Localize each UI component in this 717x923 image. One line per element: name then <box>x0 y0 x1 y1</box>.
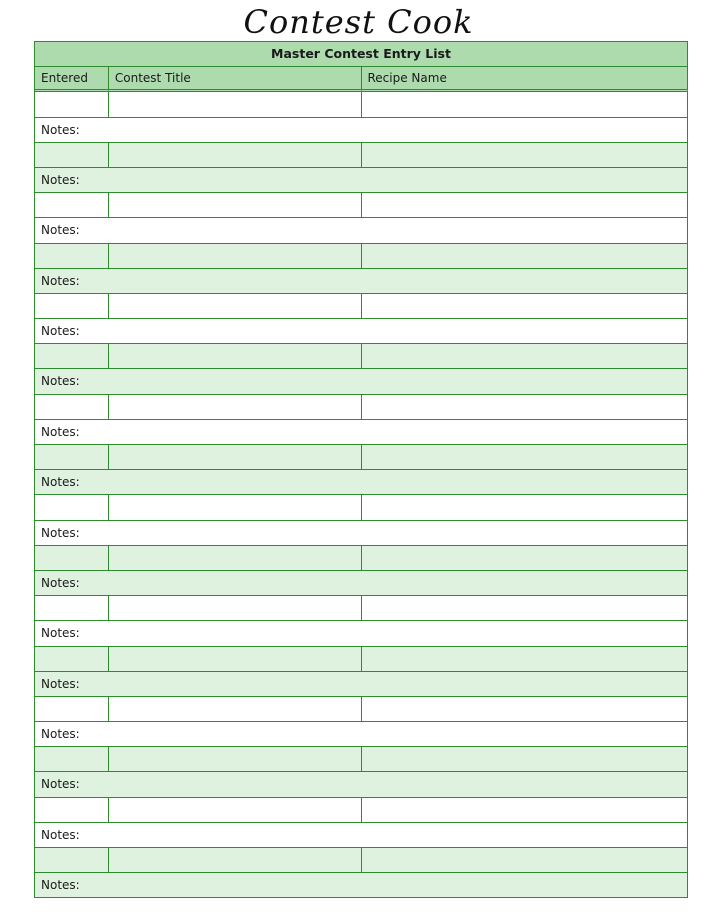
notes-row <box>35 621 688 646</box>
notes-cell[interactable]: Notes: <box>35 571 688 596</box>
entry-row <box>35 495 688 520</box>
column-header-entered: Entered <box>35 67 109 92</box>
entry-list-table <box>34 41 688 898</box>
entry-row <box>35 848 688 873</box>
notes-cell[interactable]: Notes: <box>35 319 688 344</box>
contest-title-cell[interactable] <box>109 647 362 672</box>
notes-cell[interactable]: Notes: <box>35 269 688 294</box>
notes-row <box>35 672 688 697</box>
contest-title-cell[interactable] <box>109 546 362 571</box>
notes-row <box>35 470 688 495</box>
recipe-name-cell[interactable] <box>362 193 689 218</box>
entered-cell[interactable] <box>35 244 109 269</box>
contest-title-cell[interactable] <box>109 798 362 823</box>
entry-row <box>35 193 688 218</box>
notes-row <box>35 168 688 193</box>
notes-row <box>35 521 688 546</box>
entered-cell[interactable] <box>35 193 109 218</box>
notes-cell[interactable]: Notes: <box>35 369 688 394</box>
contest-title-cell[interactable] <box>109 395 362 420</box>
contest-title-cell[interactable] <box>109 92 362 117</box>
recipe-name-cell[interactable] <box>362 546 689 571</box>
recipe-name-cell[interactable] <box>362 244 689 269</box>
recipe-name-cell[interactable] <box>362 445 689 470</box>
entered-cell[interactable] <box>35 395 109 420</box>
entry-row <box>35 546 688 571</box>
contest-title-cell[interactable] <box>109 747 362 772</box>
notes-row <box>35 269 688 294</box>
contest-title-cell[interactable] <box>109 344 362 369</box>
recipe-name-cell[interactable] <box>362 596 689 621</box>
notes-row <box>35 823 688 848</box>
column-header-contest-title: Contest Title <box>109 67 362 92</box>
notes-row <box>35 873 688 898</box>
entry-row <box>35 344 688 369</box>
entered-cell[interactable] <box>35 546 109 571</box>
contest-title-cell[interactable] <box>109 294 362 319</box>
notes-cell[interactable]: Notes: <box>35 470 688 495</box>
contest-title-cell[interactable] <box>109 596 362 621</box>
entered-cell[interactable] <box>35 647 109 672</box>
entry-row <box>35 798 688 823</box>
entry-row <box>35 143 688 168</box>
recipe-name-cell[interactable] <box>362 747 689 772</box>
notes-cell[interactable]: Notes: <box>35 420 688 445</box>
table-banner-row <box>35 42 688 67</box>
entered-cell[interactable] <box>35 495 109 520</box>
contest-title-cell[interactable] <box>109 495 362 520</box>
entry-row <box>35 596 688 621</box>
page-title: Contest Cook <box>243 3 474 41</box>
entered-cell[interactable] <box>35 445 109 470</box>
contest-title-cell[interactable] <box>109 445 362 470</box>
recipe-name-cell[interactable] <box>362 395 689 420</box>
contest-title-cell[interactable] <box>109 193 362 218</box>
entry-row <box>35 647 688 672</box>
entry-row <box>35 747 688 772</box>
notes-row <box>35 319 688 344</box>
entered-cell[interactable] <box>35 344 109 369</box>
recipe-name-cell[interactable] <box>362 495 689 520</box>
recipe-name-cell[interactable] <box>362 92 689 117</box>
recipe-name-cell[interactable] <box>362 294 689 319</box>
entered-cell[interactable] <box>35 697 109 722</box>
entered-cell[interactable] <box>35 143 109 168</box>
notes-row <box>35 218 688 243</box>
table-banner: Master Contest Entry List <box>35 42 688 67</box>
entered-cell[interactable] <box>35 848 109 873</box>
entry-row <box>35 697 688 722</box>
entry-row <box>35 395 688 420</box>
recipe-name-cell[interactable] <box>362 647 689 672</box>
notes-cell[interactable]: Notes: <box>35 873 688 898</box>
notes-row <box>35 722 688 747</box>
column-header-row <box>35 67 688 92</box>
notes-row <box>35 571 688 596</box>
contest-title-cell[interactable] <box>109 848 362 873</box>
recipe-name-cell[interactable] <box>362 848 689 873</box>
recipe-name-cell[interactable] <box>362 143 689 168</box>
recipe-name-cell[interactable] <box>362 344 689 369</box>
entry-row <box>35 92 688 117</box>
column-header-recipe-name: Recipe Name <box>362 67 689 92</box>
recipe-name-cell[interactable] <box>362 798 689 823</box>
notes-cell[interactable]: Notes: <box>35 118 688 143</box>
notes-cell[interactable]: Notes: <box>35 672 688 697</box>
recipe-name-cell[interactable] <box>362 697 689 722</box>
notes-cell[interactable]: Notes: <box>35 722 688 747</box>
notes-row <box>35 118 688 143</box>
entered-cell[interactable] <box>35 747 109 772</box>
contest-title-cell[interactable] <box>109 244 362 269</box>
entries-body <box>35 92 688 898</box>
notes-cell[interactable]: Notes: <box>35 823 688 848</box>
notes-cell[interactable]: Notes: <box>35 218 688 243</box>
entered-cell[interactable] <box>35 294 109 319</box>
contest-title-cell[interactable] <box>109 697 362 722</box>
notes-cell[interactable]: Notes: <box>35 521 688 546</box>
notes-cell[interactable]: Notes: <box>35 168 688 193</box>
contest-title-cell[interactable] <box>109 143 362 168</box>
notes-row <box>35 369 688 394</box>
entered-cell[interactable] <box>35 92 109 117</box>
entry-row <box>35 244 688 269</box>
entered-cell[interactable] <box>35 798 109 823</box>
entry-row <box>35 445 688 470</box>
notes-cell[interactable]: Notes: <box>35 772 688 797</box>
notes-row <box>35 772 688 797</box>
entry-row <box>35 294 688 319</box>
notes-row <box>35 420 688 445</box>
notes-cell[interactable]: Notes: <box>35 621 688 646</box>
entered-cell[interactable] <box>35 596 109 621</box>
